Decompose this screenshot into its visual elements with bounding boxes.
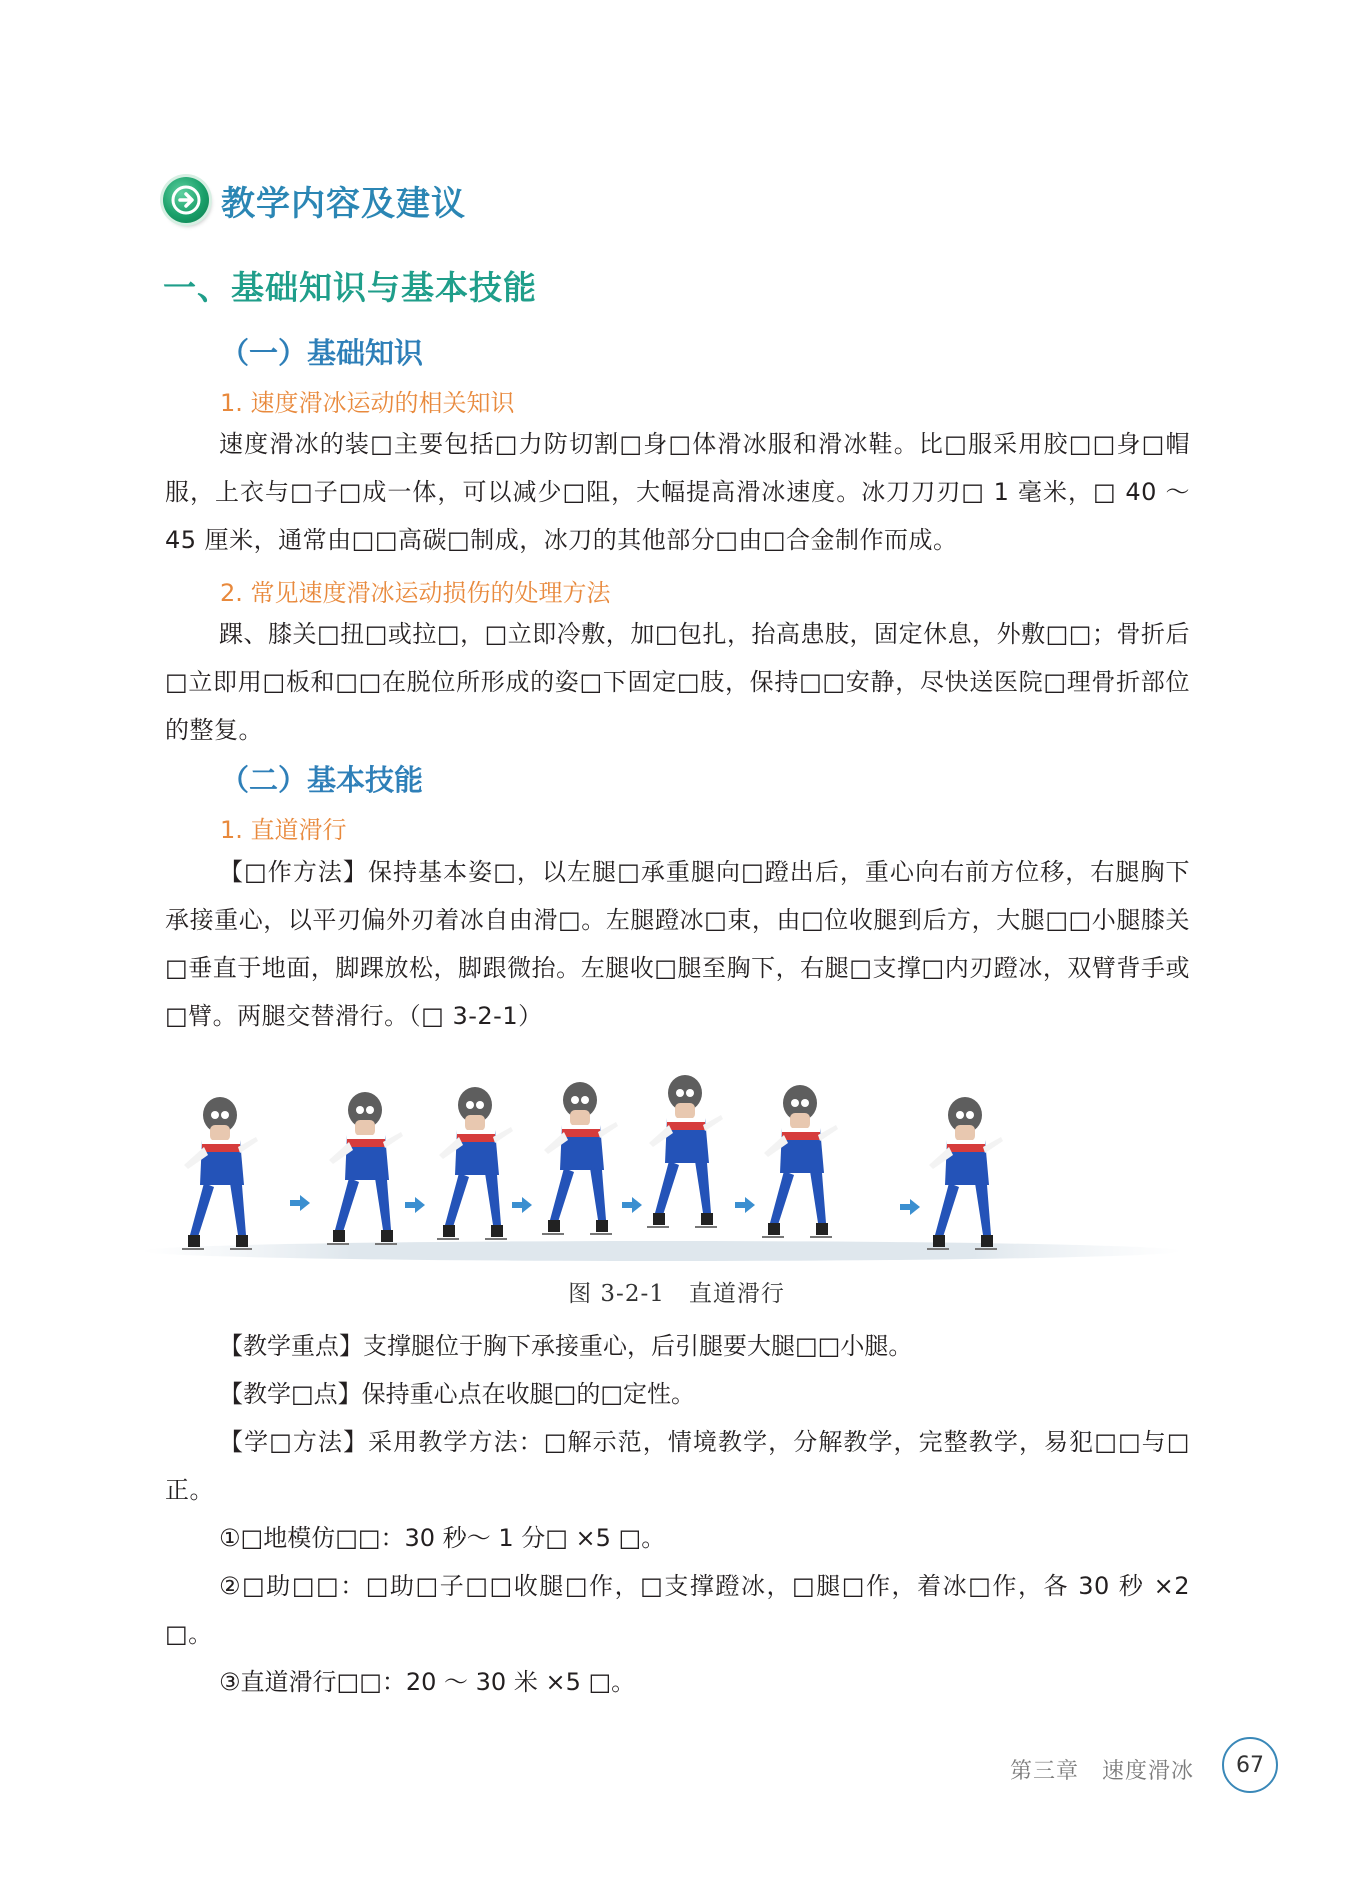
figure-straight-skating (140, 1055, 1185, 1275)
paragraph-injury: 踝、膝关□扭□或拉□，□立即冷敷，加□包扎，抬高患肢，固定休息，外敷□□；骨折后□立即用□板和□□在脱位所形成的姿□下固定□肢，保持□□安静，尽快送医院□理骨折部位的整复。 (165, 620, 1190, 744)
skater-pose-3 (437, 1087, 513, 1239)
sequence-arrow-icon (900, 1199, 920, 1215)
page-number: 67 (1222, 1737, 1278, 1793)
sequence-arrow-icon (512, 1197, 532, 1213)
sequence-arrow-icon (735, 1197, 755, 1213)
skater-pose-1 (182, 1097, 258, 1249)
teaching-difficulty: 【教学□点】保持重心点在收腿□的□定性。 (219, 1380, 696, 1408)
drill-3: ③直道滑行□□：20 ～ 30 米 ×5 □。 (219, 1668, 636, 1696)
subheading-injury-handling: 2. 常见速度滑冰运动损伤的处理方法 (220, 579, 611, 607)
skater-pose-2 (327, 1092, 403, 1244)
skater-pose-7 (927, 1097, 1003, 1249)
section-header (163, 176, 466, 224)
paragraph-equipment: 速度滑冰的装□主要包括□力防切割□身□体滑冰服和滑冰鞋。比□服采用胶□□身□帽服，上衣与□子□成一体，可以减少□阻，大幅提高滑冰速度。冰刀刀刃□ 1 毫米，□ 40 ～ 45 厘米，通常由□□高碳□制成，冰刀的其他部分□由□合金制作而成。 (165, 430, 1190, 554)
skater-pose-5 (647, 1075, 723, 1227)
sequence-arrow-icon (405, 1197, 425, 1213)
teaching-key-point: 【教学重点】支撑腿位于胸下承接重心，后引腿要大腿□□小腿。 (219, 1332, 913, 1360)
arrow-right-circle-icon (163, 177, 209, 223)
subheading-related-knowledge: 1. 速度滑冰运动的相关知识 (220, 389, 515, 417)
figure-caption: 图 3-2-1 直道滑行 (568, 1281, 785, 1307)
sequence-arrow-icon (622, 1197, 642, 1213)
sequence-arrow-icon (290, 1195, 310, 1211)
skater-pose-6 (762, 1085, 838, 1237)
skater-pose-4 (542, 1082, 618, 1234)
paragraph-technique: 【□作方法】保持基本姿□，以左腿□承重腿向□蹬出后，重心向右前方位移，右腿胸下承接重心，以平刃偏外刃着冰自由滑□。左腿蹬冰□束，由□位收腿到后方，大腿□□小腿膝关□垂直于地面，脚踝放松，脚跟微抬。左腿收□腿至胸下，右腿□支撑□内刃蹬冰，双臂背手或□臂。两腿交替滑行。（□ 3-2-1） (165, 858, 1190, 1030)
heading-basic-knowledge: （一）基础知识 (220, 336, 424, 370)
heading-basic-knowledge-skills: 一、基础知识与基本技能 (163, 268, 537, 307)
section-title: 教学内容及建议 (221, 183, 466, 224)
heading-basic-skills: （二）基本技能 (220, 763, 424, 797)
drill-2: ②□助□□：□助□子□□收腿□作，□支撑蹬冰，□腿□作，着冰□作，各 30 秒 ×2 □。 (165, 1572, 1190, 1648)
chapter-label: 第三章 速度滑冰 (1010, 1759, 1195, 1784)
learning-method: 【学□方法】采用教学方法：□解示范，情境教学，分解教学，完整教学，易犯□□与□正。 (165, 1428, 1190, 1504)
subheading-straight-skating: 1. 直道滑行 (220, 816, 347, 844)
drill-1: ①□地模仿□□：30 秒～ 1 分□ ×5 □。 (219, 1524, 666, 1552)
